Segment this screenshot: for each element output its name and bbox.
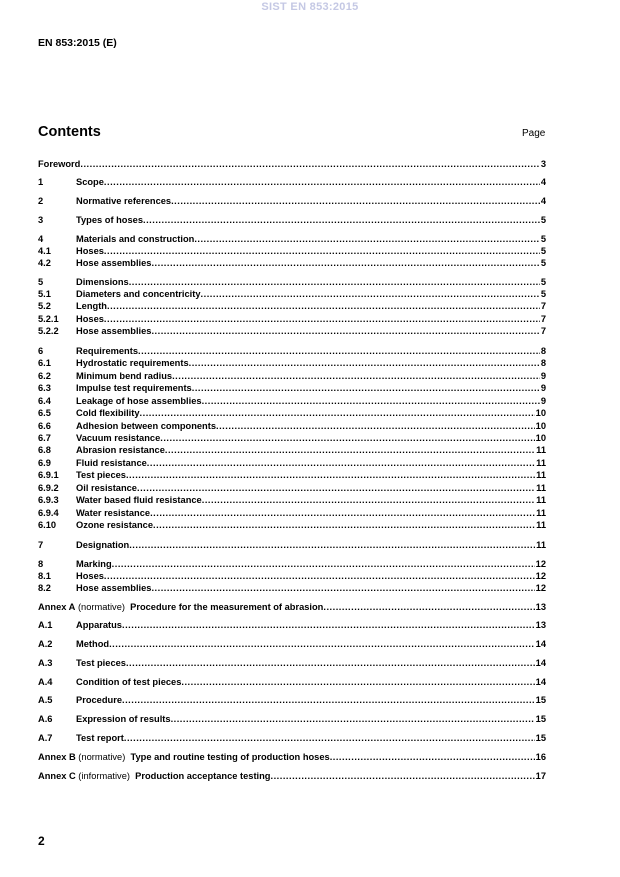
dot-leader [330,751,535,763]
toc-entry-title: Hoses [76,571,104,581]
annex-qualifier: (informative) [75,771,136,781]
toc-entry-page: 11 [536,540,546,550]
toc-entry-page: 8 [540,358,546,368]
toc-entry-page: 5 [540,289,546,299]
toc-entry-title: Fluid resistance [76,458,147,468]
dot-leader [109,638,535,650]
toc-entry-title: Condition of test pieces [76,677,182,687]
page-column-label: Page [522,128,546,139]
toc-entry[interactable] [38,694,546,706]
toc-entry-page: 15 [535,695,546,705]
dot-leader [112,558,535,570]
toc-entry-number: A.4 [38,677,53,687]
annex-label: Annex B [38,752,76,762]
toc-entry-page: 5 [540,234,546,244]
toc-entry-number: 6.1 [38,358,51,368]
toc-entry-number: 6.9.3 [38,495,59,505]
toc-entry-title: Adhesion between components [76,421,216,431]
dot-leader [143,214,540,226]
toc-entry-title: Minimum bend radius [76,371,173,381]
dot-leader [122,694,535,706]
dot-leader [129,539,535,551]
toc-entry[interactable] [38,288,546,300]
dot-leader [80,158,539,170]
toc-entry-page: 11 [536,470,546,480]
toc-entry-number: 5.2 [38,301,51,311]
toc-entry-title: Requirements [76,346,138,356]
toc-entry-number: 6.4 [38,396,51,406]
toc-entry-page: 12 [535,559,546,569]
toc-entry-title: Scope [76,177,104,187]
toc-entry-page: 13 [535,620,546,630]
page-number: 2 [38,834,45,848]
toc-entry-page: 12 [535,571,546,581]
dot-leader [124,732,535,744]
document-id: EN 853:2015 (E) [38,37,117,49]
toc-entry-page: 10 [535,433,546,443]
toc-entry-title: Hose assemblies [76,258,152,268]
toc-entry-number: 7 [38,540,44,550]
toc-entry[interactable] [38,638,546,650]
dot-leader [138,345,540,357]
toc-entry-number: 6.9.2 [38,483,59,493]
dot-leader [181,676,534,688]
toc-entry-number: 6.9 [38,458,51,468]
toc-entry[interactable] [38,558,546,570]
toc-entry-page: 10 [535,421,546,431]
toc-entry-title [38,751,330,763]
toc-entry[interactable] [38,582,546,594]
toc-entry-page: 7 [540,326,546,336]
dot-leader [153,519,535,531]
toc-entry-number: 6.7 [38,433,51,443]
toc-entry[interactable] [38,214,546,226]
toc-entry-title: Hose assemblies [76,326,152,336]
toc-entry[interactable] [38,507,546,519]
toc-entry-page: 3 [540,159,546,169]
toc-entry-number: 6.10 [38,520,57,530]
toc-entry[interactable] [38,395,546,407]
dot-leader [104,245,540,257]
page-title: Contents [38,124,101,140]
toc-entry[interactable] [38,469,546,481]
toc-entry-title: Normative references [76,196,172,206]
toc-entry-page: 5 [540,215,546,225]
dot-leader [172,370,540,382]
dot-leader [165,444,535,456]
toc-entry-number: A.1 [38,620,53,630]
dot-leader [122,619,535,631]
toc-entry-page: 16 [535,752,546,762]
toc-entry-number: A.6 [38,714,53,724]
toc-entry[interactable] [38,444,546,456]
toc-entry-title: Method [76,639,110,649]
toc-entry-title: Hoses [76,314,104,324]
toc-entry[interactable] [38,325,546,337]
toc-entry-title: Apparatus [76,620,122,630]
toc-entry[interactable] [38,751,546,763]
dot-leader [323,601,534,613]
dot-leader [189,357,540,369]
dot-leader [201,288,540,300]
toc-entry[interactable] [38,300,546,312]
toc-entry-page: 11 [536,495,546,505]
toc-entry-page: 9 [540,371,546,381]
toc-entry[interactable] [38,570,546,582]
annex-label: Annex C [38,771,76,781]
dot-leader [216,420,535,432]
toc-entry-page: 14 [535,658,546,668]
toc-entry[interactable] [38,370,546,382]
toc-entry[interactable] [38,233,546,245]
annex-qualifier: (normative) [75,752,131,762]
toc-entry-title: Abrasion resistance [76,445,165,455]
toc-entry[interactable] [38,432,546,444]
toc-entry-page: 14 [535,677,546,687]
toc-entry-number: 5.2.2 [38,326,59,336]
dot-leader [151,325,539,337]
toc-entry-number: 3 [38,215,44,225]
toc-entry-page: 11 [536,520,546,530]
toc-entry-title: Diameters and concentricity [76,289,201,299]
toc-entry[interactable] [38,158,546,170]
toc-entry[interactable] [38,357,546,369]
toc-entry[interactable] [38,601,546,613]
toc-entry[interactable] [38,382,546,394]
toc-entry-page: 17 [535,771,546,781]
toc-entry[interactable] [38,245,546,257]
toc-entry-title [38,601,323,613]
toc-entry[interactable] [38,276,546,288]
toc-entry-page: 8 [540,346,546,356]
dot-leader [126,469,535,481]
toc-entry-number: 1 [38,177,44,187]
toc-entry[interactable] [38,713,546,725]
toc-entry-page: 5 [540,277,546,287]
dot-leader [104,570,535,582]
toc-entry-number: 6.8 [38,445,51,455]
toc-entry-title: Length [76,301,107,311]
toc-entry[interactable] [38,732,546,744]
toc-entry-title: Hydrostatic requirements [76,358,189,368]
dot-leader [137,482,535,494]
dot-leader [202,494,535,506]
toc-entry[interactable] [38,676,546,688]
toc-entry-number: 2 [38,196,44,206]
toc-entry-number: A.7 [38,733,53,743]
toc-entry-title: Materials and construction [76,234,195,244]
toc-entry[interactable] [38,770,546,782]
toc-entry-page: 11 [536,508,546,518]
toc-entry-title: Designation [76,540,130,550]
toc-entry-number: 5.1 [38,289,51,299]
toc-entry-title: Hoses [76,246,104,256]
toc-entry-title: Marking [76,559,112,569]
toc-entry[interactable] [38,313,546,325]
toc-entry-title: Vacuum resistance [76,433,161,443]
toc-entry[interactable] [38,539,546,551]
toc-entry-number: 5 [38,277,44,287]
toc-entry-page: 15 [535,733,546,743]
toc-entry-page: 11 [536,445,546,455]
toc-entry-title: Ozone resistance [76,520,153,530]
toc-entry-number: A.2 [38,639,53,649]
toc-entry-number: 6.5 [38,408,51,418]
toc-entry-number: 8.2 [38,583,51,593]
toc-entry-number: 6.6 [38,421,51,431]
toc-entry[interactable] [38,457,546,469]
annex-title: Production acceptance testing [135,771,271,781]
toc-entry-page: 9 [540,396,546,406]
toc-entry-number: 8 [38,559,44,569]
toc-entry[interactable] [38,619,546,631]
toc-entry[interactable] [38,195,546,207]
dot-leader [202,395,540,407]
dot-leader [126,657,535,669]
toc-entry-page: 12 [535,583,546,593]
toc-entry[interactable] [38,345,546,357]
annex-qualifier: (normative) [75,602,131,612]
toc-entry-number: 5.2.1 [38,314,59,324]
toc-entry[interactable] [38,482,546,494]
toc-entry[interactable] [38,176,546,188]
toc-entry-title: Water based fluid resistance [76,495,202,505]
dot-leader [271,770,535,782]
toc-entry-page: 7 [540,314,546,324]
toc-entry-page: 9 [540,383,546,393]
annex-title: Type and routine testing of production hoses [130,752,330,762]
toc-entry-number: 4 [38,234,44,244]
toc-entry-page: 4 [540,177,546,187]
toc-entry-title: Oil resistance [76,483,137,493]
toc-entry-number: 6.2 [38,371,51,381]
dot-leader [147,457,535,469]
toc-entry-page: 4 [540,196,546,206]
toc-entry-number: 6.9.4 [38,508,59,518]
toc-entry-title: Cold flexibility [76,408,140,418]
toc-entry-title: Water resistance [76,508,151,518]
toc-entry-page: 11 [536,483,546,493]
annex-title: Procedure for the measurement of abrasion [130,602,324,612]
toc-entry-number: 4.2 [38,258,51,268]
toc-entry-page: 7 [540,301,546,311]
dot-leader [107,300,540,312]
toc-entry-number: 6.9.1 [38,470,59,480]
dot-leader [104,313,540,325]
toc-entry[interactable] [38,494,546,506]
dot-leader [129,276,540,288]
toc-entry-page: 14 [535,639,546,649]
dot-leader [192,382,540,394]
dot-leader [140,407,535,419]
toc-entry[interactable] [38,519,546,531]
dot-leader [160,432,534,444]
toc-entry-title: Test pieces [76,658,126,668]
toc-entry-number: 4.1 [38,246,51,256]
dot-leader [151,257,539,269]
toc-entry-page: 13 [535,602,546,612]
watermark: SIST EN 853:2015 [261,1,359,13]
dot-leader [194,233,540,245]
toc-entry-title: Types of hoses [76,215,143,225]
toc-entry[interactable] [38,657,546,669]
toc-entry-title: Dimensions [76,277,129,287]
toc-entry-number: 6 [38,346,44,356]
toc-entry-title: Test report [76,733,124,743]
toc-entry-title: Leakage of hose assemblies [76,396,202,406]
toc-entry[interactable] [38,407,546,419]
toc-entry-title: Test pieces [76,470,126,480]
toc-entry-number: A.5 [38,695,53,705]
toc-entry-page: 15 [535,714,546,724]
toc-entry-title: Procedure [76,695,122,705]
toc-entry-page: 5 [540,246,546,256]
toc-entry-title: Hose assemblies [76,583,152,593]
toc-entry-number: 8.1 [38,571,51,581]
dot-leader [151,582,534,594]
dot-leader [171,195,540,207]
annex-label: Annex A [38,602,76,612]
toc-entry-number: 6.3 [38,383,51,393]
toc-entry-title: Impulse test requirements [76,383,192,393]
toc-entry-page: 11 [536,458,546,468]
dot-leader [150,507,535,519]
toc-entry-page: 5 [540,258,546,268]
toc-entry-number: A.3 [38,658,53,668]
toc-entry[interactable] [38,420,546,432]
dot-leader [104,176,540,188]
toc-entry[interactable] [38,257,546,269]
toc-entry-title [38,770,271,782]
dot-leader [171,713,535,725]
toc-entry-page: 10 [535,408,546,418]
toc-entry-title: Foreword [38,159,81,169]
toc-entry-title: Expression of results [76,714,171,724]
